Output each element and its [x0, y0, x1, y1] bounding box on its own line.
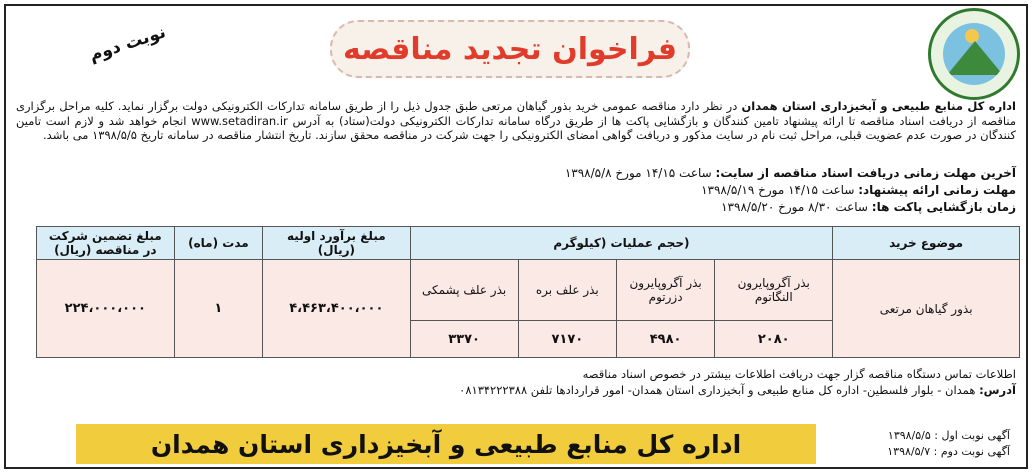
- deadline-list: [456, 165, 1016, 216]
- mountain-icon: [947, 41, 1003, 75]
- cell-item-qty: ۳۳۷۰: [410, 321, 518, 358]
- announcement-text: در نظر دارد مناقصه عمومی خرید بذور گیاهان مرتعی طبق جدول ذیل را از طریق سامانه تدارکات الکترونیکی دولت برگزار نماید. کلیه مراحل برگزاری مناقصه از دریافت اسناد مناقصه تا ارائه پیشنهاد تامین کنندگان و بازگشایی پاکت ها از طریق درگاه سامانه تدارکات الکترونیکی دولت(ستاد) به آدرس www.setadiran.ir انجام خواهد شد و لازم است تامین کنندگان در صورت عدم عضویت قبلی، مراحل ثبت نام در سایت مذکور و دریافت گواهی امضای الکترونیکی را جهت شرکت در مناقصه محقق سازند. تاریخ انتشار مناقصه در سامانه تاریخ ۱۳۹۸/۵/۵ می باشد.: [16, 99, 1016, 142]
- cell-item-name: بذر آگروپایرون دزرتوم: [616, 260, 714, 321]
- address-line: [116, 382, 1016, 398]
- cell-guarantee: ۲۲۴،۰۰۰،۰۰۰: [37, 260, 175, 358]
- ad-second-date: آگهی نوبت دوم : ۱۳۹۸/۵/۷: [887, 445, 1010, 458]
- footer-organization: اداره کل منابع طبیعی و آبخیزداری استان همدان: [150, 429, 742, 459]
- cell-item-qty: ۴۹۸۰: [616, 321, 714, 358]
- contact-info: اطلاعات تماس دستگاه مناقصه گزار جهت دریافت اطلاعات بیشتر در خصوص اسناد مناقصه: [582, 367, 1016, 381]
- cell-duration: ۱: [174, 260, 262, 358]
- deadline-value: ساعت ۱۴/۱۵ مورخ ۱۳۹۸/۵/۸: [564, 166, 716, 180]
- deadline-item: [456, 199, 1016, 216]
- tender-table: [36, 226, 1020, 358]
- header-duration: مدت (ماه): [174, 227, 262, 260]
- deadline-label: آخرین مهلت زمانی دریافت اسناد مناقصه از سایت:: [715, 166, 1016, 180]
- cell-subject: بذور گیاهان مرتعی: [833, 260, 1020, 358]
- cell-item-name: بذر علف پشمکی: [410, 260, 518, 321]
- header-estimate: مبلغ برآورد اولیه (ریال): [263, 227, 410, 260]
- logo-emblem: [943, 23, 1005, 85]
- title-banner: [330, 20, 690, 78]
- organization-name: اداره کل منابع طبیعی و آبخیزداری استان همدان: [741, 99, 1016, 113]
- address-value: همدان - بلوار فلسطین- اداره کل منابع طبیعی و آبخیزداری استان همدان- امور قراردادها تلفن ۰۸۱۳۴۲۲۲۳۸۸: [459, 383, 980, 397]
- organization-logo: [928, 8, 1020, 100]
- header-volume: (حجم عملیات (کیلوگرم: [410, 227, 833, 260]
- deadline-item: [456, 165, 1016, 182]
- ad-dates: [830, 428, 1010, 460]
- header-guarantee: مبلغ تضمین شرکت در مناقصه (ریال): [37, 227, 175, 260]
- footer-banner: [76, 424, 816, 464]
- ad-first-date: آگهی نوبت اول : ۱۳۹۸/۵/۵: [887, 429, 1010, 442]
- deadline-label: مهلت زمانی ارائه پیشنهاد:: [858, 183, 1016, 197]
- deadline-value: ساعت ۸/۳۰ مورخ ۱۳۹۸/۵/۲۰: [721, 200, 872, 214]
- cell-item-qty: ۷۱۷۰: [518, 321, 616, 358]
- contact-section: [116, 366, 1016, 398]
- table-header-row: [37, 227, 1020, 260]
- table-row: [37, 260, 1020, 321]
- cell-item-name: بذر علف بره: [518, 260, 616, 321]
- header-subject: موضوع خرید: [833, 227, 1020, 260]
- announcement-paragraph: [16, 99, 1016, 143]
- page-title: فراخوان تجدید مناقصه: [342, 31, 678, 67]
- deadline-item: [456, 182, 1016, 199]
- tender-table-container: [36, 226, 1020, 358]
- address-label: آدرس:: [979, 383, 1016, 397]
- deadline-label: زمان بازگشایی پاکت ها:: [871, 200, 1016, 214]
- cell-item-qty: ۲۰۸۰: [715, 321, 833, 358]
- cell-estimate: ۴،۴۶۳،۴۰۰،۰۰۰: [263, 260, 410, 358]
- round-badge: نوبت دوم: [86, 22, 169, 66]
- deadline-value: ساعت ۱۴/۱۵ مورخ ۱۳۹۸/۵/۱۹: [701, 183, 859, 197]
- cell-item-name: بذر آگروپایرون النگاتوم: [715, 260, 833, 321]
